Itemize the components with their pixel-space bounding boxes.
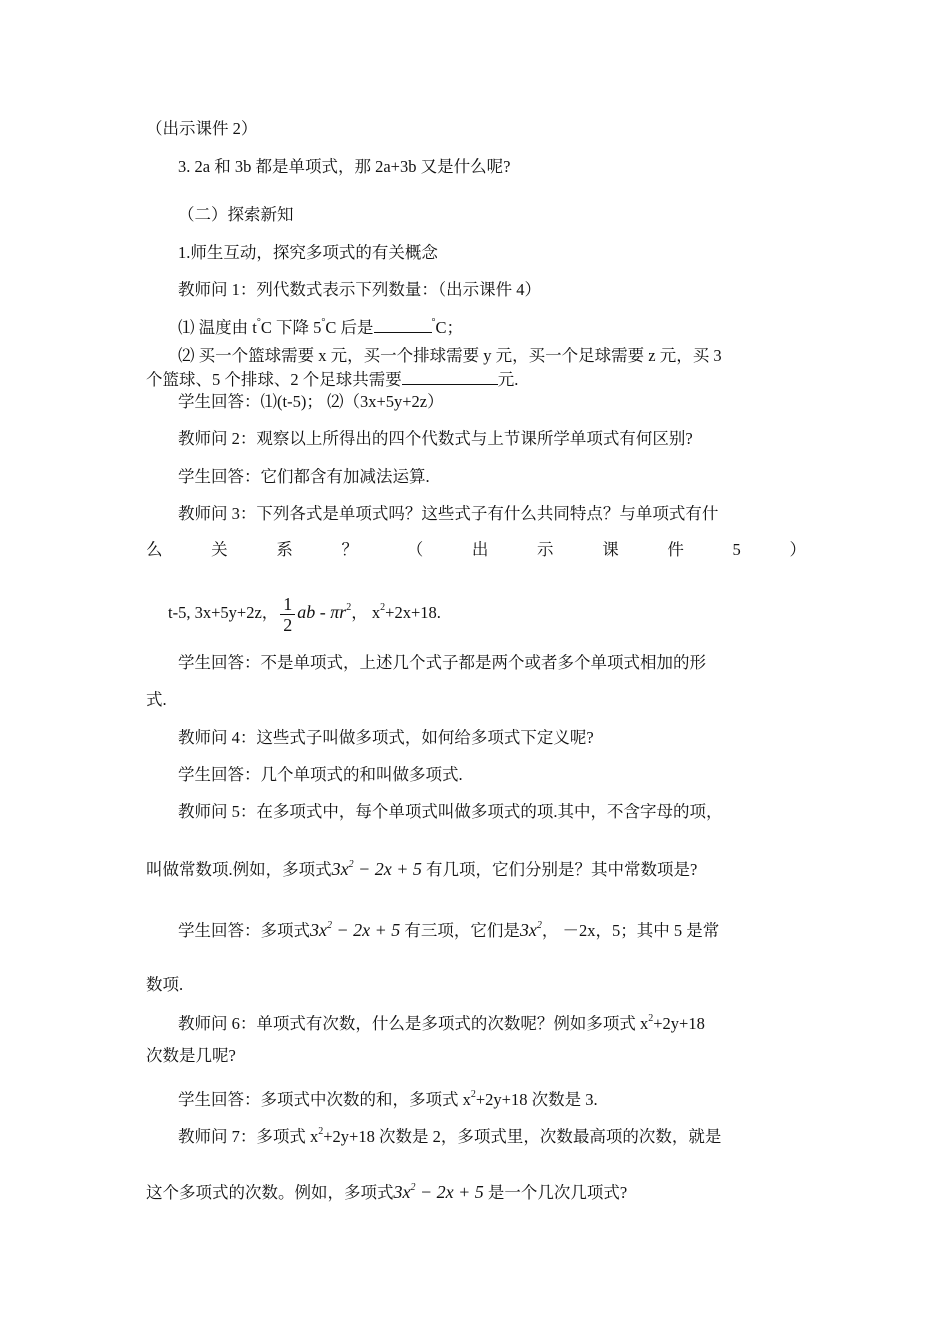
item-2-balls: ⑵ 买一个篮球需要 x 元，买一个排球需要 y 元，买一个足球需要 z 元，买 3 (178, 346, 722, 365)
superscript: 2 (318, 1126, 324, 1137)
student-answer-3-cont: 式. (146, 690, 167, 709)
degree-sign: ° (321, 317, 326, 328)
answer-blank (402, 368, 498, 385)
term-formula: $3x^2$ (519, 920, 542, 940)
char: 么 (146, 540, 163, 559)
teacher-question-2: 教师问 2：观察以上所得出的四个代数式与上节课所学单项式有何区别? (178, 429, 693, 448)
item-2-part-a: 个篮球、5 个排球、2 个足球共需要 (146, 370, 402, 389)
char: 件 (667, 540, 684, 559)
char: 出 (471, 540, 489, 559)
item-1-part-b: C 下降 5 (260, 318, 322, 337)
teacher-question-5-cont (146, 858, 697, 884)
line-courseware-2: （出示课件 2） (146, 119, 258, 138)
char: 课 (602, 540, 619, 559)
text: 叫做常数项.例如，多项式 (146, 860, 332, 879)
teacher-question-7: 教师问 7：多项式 $x^2+2y+18$ 次数是 2，多项式里，次数最高项的次数，就是 (178, 1126, 722, 1146)
polynomial-formula: $3x^2 - 2x + 5$ (393, 1182, 484, 1202)
superscript: 2 (346, 602, 352, 613)
item-1-part-d: C； (435, 318, 464, 337)
teacher-question-3-cont (146, 539, 806, 561)
subheading-interaction: 1.师生互动，探究多项式的有关概念 (178, 243, 438, 262)
text: 学生回答：多项式 (178, 921, 310, 940)
expressions-list (168, 592, 441, 636)
answer-blank (374, 316, 432, 333)
student-answer-1: 学生回答：⑴(t-5)； ⑵（3x+5y+2z） (178, 392, 444, 411)
denominator: 2 (283, 614, 293, 635)
student-answer-5-cont: 数项. (146, 975, 184, 994)
char: 关 (211, 540, 228, 559)
student-answer-3: 学生回答：不是单项式，上述几个式子都是两个或者多个单项式相加的形 (178, 653, 706, 672)
polynomial-formula: $3x^2 - 2x + 5$ (310, 920, 401, 940)
section-heading-explore: （二）探索新知 (178, 205, 294, 224)
item-1-part-a: ⑴ 温度由 t (178, 318, 257, 337)
expr-ab-pi: ab - πr (297, 602, 347, 622)
item-1-temperature (178, 316, 463, 342)
superscript: 2 (470, 1089, 476, 1100)
char: ） (789, 540, 806, 559)
superscript: 2 (380, 602, 386, 613)
question-3: 3. 2a 和 3b 都是单项式，那 2a+3b 又是什么呢? (178, 157, 511, 176)
degree-sign: ° (256, 317, 261, 328)
item-1-part-c: C 后是 (325, 318, 374, 337)
text: 是一个几次几项式? (483, 1183, 628, 1202)
student-answer-2: 学生回答：它们都含有加减法运算. (178, 467, 430, 486)
teacher-question-1: 教师问 1：列代数式表示下列数量：（出示课件 4） (178, 280, 541, 299)
teacher-question-4: 教师问 4：这些式子叫做多项式，如何给多项式下定义呢? (178, 728, 594, 747)
student-answer-6: 学生回答：多项式中次数的和，多项式 $x^2+2y+18$ 次数是 3. (178, 1089, 598, 1109)
expr-part-a: t-5, 3x+5y+2z， (168, 603, 279, 622)
student-answer-5 (178, 919, 719, 945)
degree-sign: ° (431, 317, 436, 328)
text: ， －2x，5；其中 5 是常 (541, 921, 720, 940)
teacher-question-7-cont (146, 1181, 627, 1207)
expr-part-d: +2x+18. (385, 603, 441, 622)
char: 系 (276, 540, 293, 559)
expr-part-c: ， x (351, 603, 381, 622)
teacher-question-6: 教师问 6：单项式有次数，什么是多项式的次数呢？例如多项式 $x^2+2y+18$ (178, 1013, 705, 1033)
text: 有三项，它们是 (400, 921, 520, 940)
teacher-question-3: 教师问 3：下列各式是单项式吗？这些式子有什么共同特点？与单项式有什 (178, 504, 719, 523)
char: ？ (341, 540, 359, 559)
fraction-one-half (280, 594, 295, 635)
item-2-part-b: 元. (497, 370, 519, 389)
char: 5 (732, 540, 741, 559)
numerator: 1 (280, 594, 295, 615)
char: 示 (537, 540, 554, 559)
superscript: 2 (648, 1013, 654, 1024)
polynomial-formula: $3x^2 - 2x + 5$ (331, 859, 422, 879)
char: （ (406, 540, 424, 559)
text: 有几项，它们分别是？其中常数项是? (421, 860, 698, 879)
teacher-question-5: 教师问 5：在多项式中，每个单项式叫做多项式的项.其中，不含字母的项， (178, 802, 723, 821)
student-answer-4: 学生回答：几个单项式的和叫做多项式. (178, 765, 463, 784)
teacher-question-6-cont: 次数是几呢? (146, 1046, 236, 1065)
item-2-balls-cont (146, 368, 518, 391)
text: 这个多项式的次数。例如，多项式 (146, 1183, 394, 1202)
